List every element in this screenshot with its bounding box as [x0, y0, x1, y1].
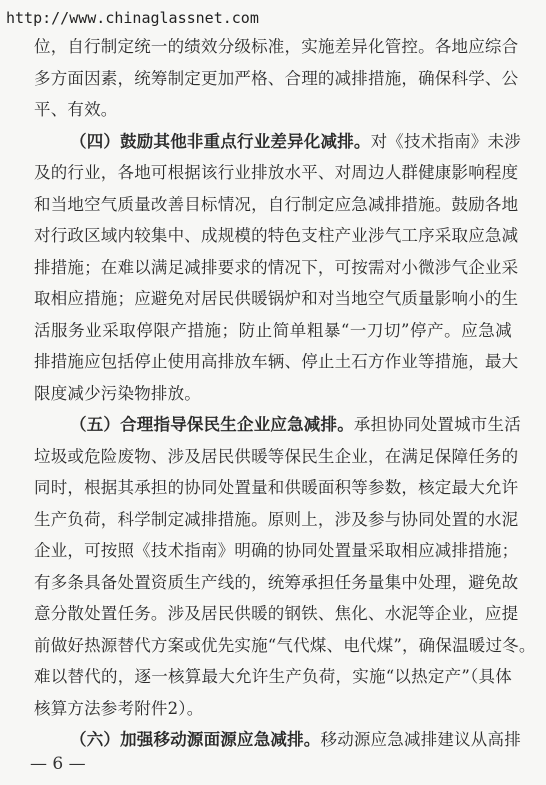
text-line	[34, 693, 512, 725]
text-line	[34, 567, 519, 599]
line-text: 承担协同处置城市生活	[353, 415, 521, 434]
line-text: 同时，根据其承担的协同处置量和供暖面积等参数，核定最大允许	[34, 478, 519, 497]
line-text: 垃圾或危险废物、涉及居民供暖等保民生企业，在满足保障任务的	[34, 446, 519, 466]
text-line	[34, 157, 519, 189]
text-line	[34, 94, 512, 126]
line-text: 核算方法参考附件2）。	[34, 698, 204, 718]
line-text: 活服务业采取停限产措施；防止简单粗暴“一刀切”停产。应急减	[34, 320, 512, 340]
line-text: 企业，可按照《技术指南》明确的协同处置量采取相应减排措施；	[34, 541, 519, 560]
text-line	[34, 724, 521, 756]
text-line	[34, 472, 519, 504]
text-line	[34, 661, 512, 693]
text-line	[34, 315, 512, 347]
text-line	[34, 441, 519, 473]
text-line	[34, 189, 519, 221]
line-text: 有多条具备处置资质生产线的，统筹承担任务量集中处理，避免故	[34, 572, 519, 592]
line-text: 生产负荷，科学制定减排措施。原则上，涉及参与协同处置的水泥	[34, 509, 519, 529]
line-text: 限度减少污染物排放。	[34, 383, 201, 403]
text-line	[34, 31, 519, 63]
line-text: 平、有效。	[34, 100, 118, 119]
line-text: 取相应措施；应避免对居民供暖锅炉和对当地空气质量影响小的生	[34, 289, 519, 308]
line-text: 难以替代的，逐一核算最大允许生产负荷，实施“以热定产”（具体	[34, 667, 512, 686]
text-line	[34, 630, 536, 662]
line-text: 对行政区域内较集中、成规模的特色支柱产业涉气工序采取应急减	[34, 226, 519, 245]
line-text: 前做好热源替代方案或优先实施“气代煤、电代煤”，确保温暖过冬。	[34, 635, 536, 655]
text-line	[34, 63, 519, 95]
line-text: 多方面因素，统筹制定更加严格、合理的减排措施，确保科学、公	[34, 68, 519, 88]
section-heading: （四）鼓励其他非重点行业差异化减排。	[70, 131, 371, 151]
section-heading: （五）合理指导保民生企业应急减排。	[70, 415, 354, 434]
watermark-url: http://www.chinaglassnet.com	[6, 9, 259, 27]
text-line	[34, 378, 512, 410]
line-text: 位，自行制定统一的绩效分级标准，实施差异化管控。各地应综合	[34, 37, 519, 56]
line-text: 及的行业，各地可根据该行业排放水平、对周边人群健康影响程度	[34, 163, 519, 182]
text-line	[34, 252, 519, 284]
text-line	[34, 346, 519, 378]
document-body	[34, 31, 536, 756]
page-number: — 6 —	[30, 754, 86, 774]
line-text: 意分散处置任务。涉及居民供暖的钢铁、焦化、水泥等企业，应提	[34, 604, 519, 623]
text-line	[34, 283, 519, 315]
line-text: 移动源应急减排建议从高排	[320, 730, 521, 749]
text-line	[34, 504, 519, 536]
text-line	[34, 126, 521, 158]
line-text: 和当地空气质量改善目标情况，自行制定应急减排措施。鼓励各地	[34, 194, 519, 214]
text-line	[34, 535, 519, 567]
text-line	[34, 598, 519, 630]
section-heading: （六）加强移动源面源应急减排。	[70, 730, 321, 749]
text-line	[34, 220, 519, 252]
line-text: 排措施；在难以满足减排要求的情况下，可按需对小微涉气企业采	[34, 257, 519, 277]
text-line	[34, 409, 521, 441]
line-text: 排措施应包括停止使用高排放车辆、停止土石方作业等措施，最大	[34, 352, 519, 371]
line-text: 对《技术指南》未涉	[370, 131, 521, 151]
